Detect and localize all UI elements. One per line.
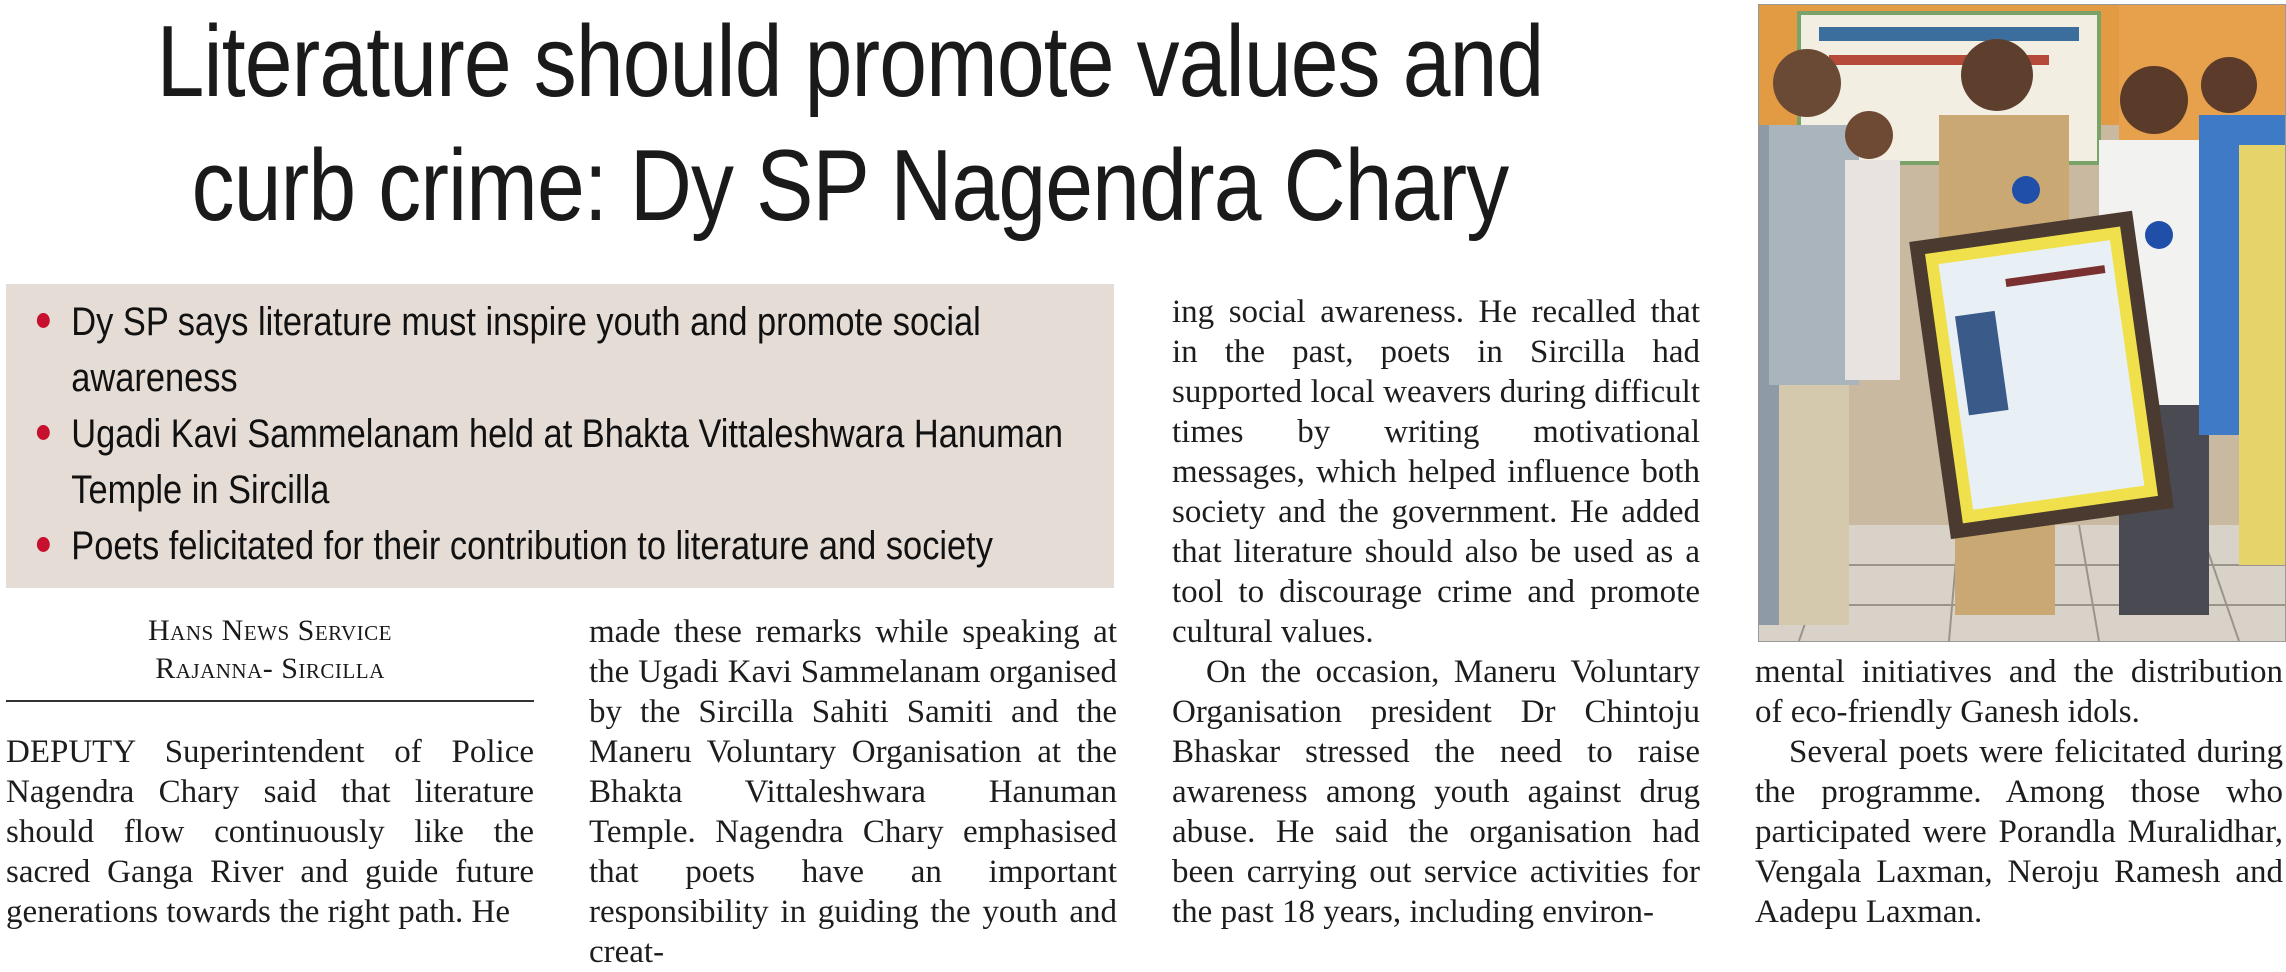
bullet-icon (37, 425, 50, 440)
headline (0, 0, 1700, 248)
article-column-2 (589, 612, 1117, 972)
byline-divider (6, 700, 534, 702)
headline-line-1: Literature should promote values and (156, 6, 1544, 118)
article-paragraph: made these remarks while speaking at the Ugadi Kavi Sammelanam organised by the Sircilla Sahiti Samiti and the Maneru Voluntary Organisation at the Bhakta Vittaleshwara Hanuman Temple. Nagendra Chary emphasised that poets have an important responsibility in guiding the youth and creat- (589, 614, 1117, 970)
highlights-list (30, 294, 1114, 574)
headline-line-2: curb crime: Dy SP Nagendra Chary (191, 130, 1509, 242)
byline-agency: Hans News Service (148, 614, 392, 647)
highlight-item (30, 294, 1103, 406)
article-paragraph: Several poets were felicitated during the programme. Among those who participated were Porandla Muralidhar, Vengala Laxman, Neroju Ramesh and Aadepu Laxman. (1755, 734, 2283, 930)
highlight-item (30, 406, 1103, 518)
highlight-item (30, 518, 1103, 574)
article-column-1 (6, 732, 534, 932)
byline-location: Rajanna- Sircilla (155, 652, 385, 685)
highlight-text: Ugadi Kavi Sammelanam held at Bhakta Vittaleshwara Hanuman Temple in Sircilla (71, 412, 1064, 512)
article-paragraph: On the occasion, Maneru Voluntary Organisation president Dr Chintoju Bhaskar stressed the need to raise awareness among youth against drug abuse. He said the organisation had been carrying out service activities for the past 18 years, including environ- (1172, 654, 1700, 930)
photo-illustration (1759, 5, 2285, 641)
article-paragraph: ing social awareness. He recalled that in the past, poets in Sircilla had supported local weavers during difficult times by writing motivational messages, which helped influence both society and the government. He added that literature should also be used as a tool to discourage crime and promote cultural values. (1172, 294, 1700, 650)
highlights-box (6, 284, 1114, 588)
article-paragraph: mental initiatives and the distribution of eco-friendly Ganesh idols. (1755, 654, 2283, 730)
bullet-icon (37, 313, 50, 328)
article-column-4 (1755, 652, 2283, 932)
article-column-3 (1172, 292, 1700, 932)
bullet-icon (37, 537, 50, 552)
byline (6, 612, 534, 688)
highlight-text: Dy SP says literature must inspire youth and promote social awareness (71, 300, 981, 400)
highlight-text: Poets felicitated for their contribution to literature and society (71, 524, 993, 568)
article-paragraph: DEPUTY Superintendent of Police Nagendra Chary said that literature should flow continuously like the sacred Ganga River and guide future generations towards the right path. He (6, 734, 534, 930)
news-photo (1758, 4, 2286, 642)
